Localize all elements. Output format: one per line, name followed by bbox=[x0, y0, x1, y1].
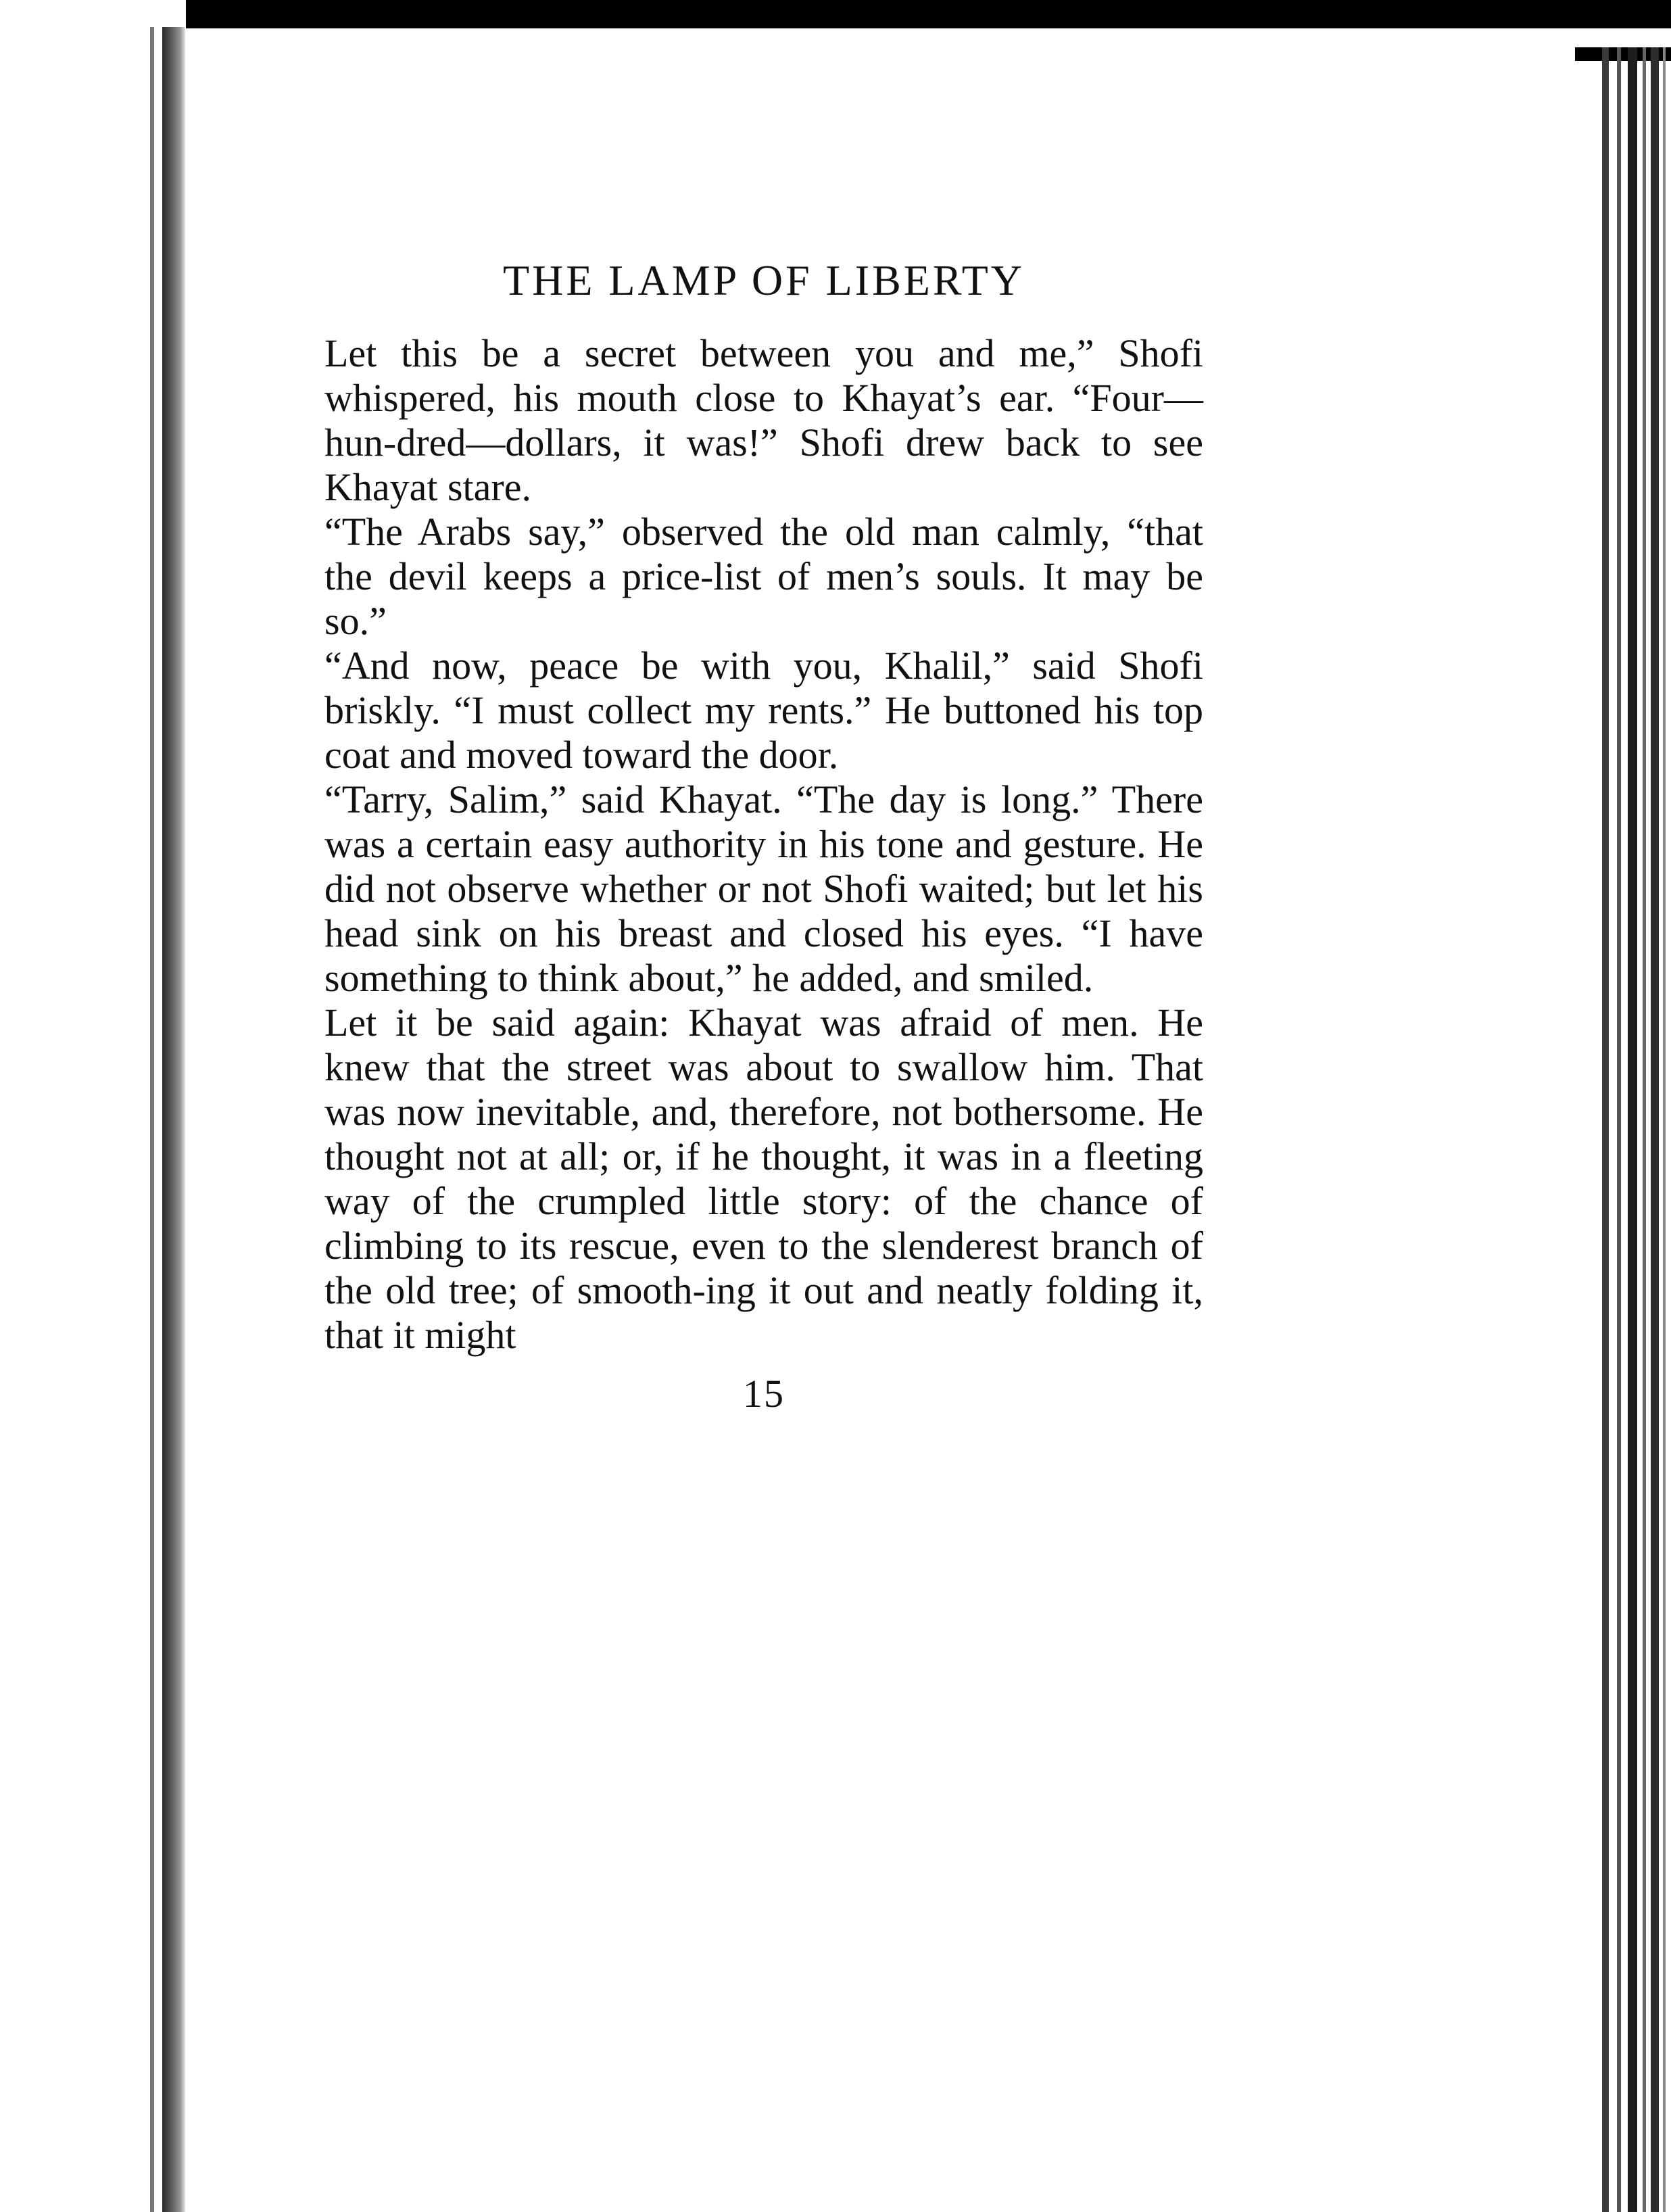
paragraph-2: “The Arabs say,” observed the old man calmly, “that the devil keeps a price-list of men’s souls. It may be so.” bbox=[324, 510, 1203, 644]
paragraph-3: “And now, peace be with you, Khalil,” said Shofi briskly. “I must collect my rents.” He buttoned his top coat and moved toward the door. bbox=[324, 644, 1203, 777]
paragraph-4: “Tarry, Salim,” said Khayat. “The day is long.” There was a certain easy authority in his tone and gesture. He did not observe whether or not Shofi waited; but let his head sink on his breast and closed his eyes. “I have something to think about,” he added, and smiled. bbox=[324, 777, 1203, 1001]
fore-edge-strip bbox=[1628, 47, 1637, 2212]
running-head: THE LAMP OF LIBERTY bbox=[503, 256, 1025, 304]
fore-edge-strip bbox=[1651, 47, 1659, 2212]
paragraph-1: Let this be a secret between you and me,” Shofi whispered, his mouth close to Khayat’s ear. “Four—hun-dred—dollars, it was!” Shofi drew back to see Khayat stare. bbox=[324, 331, 1203, 510]
fore-edge-strip bbox=[1617, 47, 1621, 2212]
scan-top-edge bbox=[0, 0, 1671, 28]
book-page bbox=[324, 257, 1203, 1416]
binding-line bbox=[150, 27, 154, 2212]
fore-edge-strip bbox=[1643, 47, 1646, 2212]
page-fore-edge bbox=[1575, 47, 1671, 2212]
fore-edge-strip bbox=[1602, 47, 1609, 2212]
body-text bbox=[324, 331, 1203, 1357]
binding-shadow bbox=[162, 27, 185, 2212]
page-number: 15 bbox=[743, 1372, 785, 1416]
facing-page-edge bbox=[0, 0, 186, 2212]
paragraph-5: Let it be said again: Khayat was afraid of men. He knew that the street was about to swallow him. That was now inevitable, and, therefore, not bothersome. He thought not at all; or, if he thought, it was in a fleeting way of the crumpled little story: of the chance of climbing to its rescue, even to the slenderest branch of the old tree; of smooth-ing it out and neatly folding it, that it might bbox=[324, 1001, 1203, 1357]
fore-edge-strip bbox=[1663, 47, 1666, 2212]
